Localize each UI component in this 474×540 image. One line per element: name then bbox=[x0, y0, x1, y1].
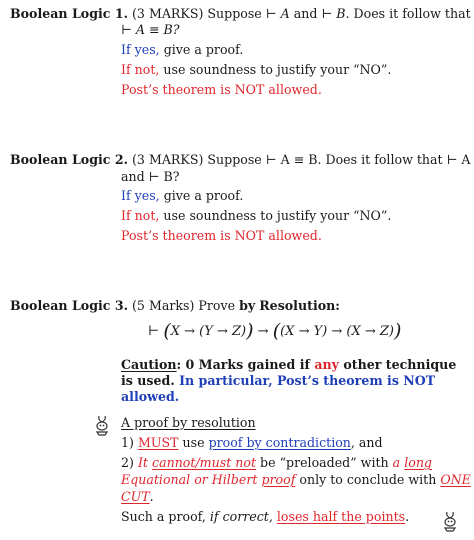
q2-not-line bbox=[121, 208, 391, 223]
q3-by: by bbox=[239, 298, 256, 313]
q3-formula bbox=[148, 320, 401, 342]
q3-caution-word: Caution bbox=[121, 357, 177, 372]
q3-caution-any: any bbox=[314, 357, 339, 372]
q3-caution-line2 bbox=[121, 373, 435, 388]
q3-caution-text-a: : 0 Marks gained bbox=[176, 357, 296, 372]
q3-marks: (5 Marks) bbox=[132, 298, 195, 313]
q2-line1-rest: Suppose ⊢ A ≡ B. Does it follow that ⊢ A bbox=[207, 152, 471, 167]
q3-caution-line1 bbox=[121, 357, 456, 372]
hint-rabbit-icon-end bbox=[442, 510, 458, 532]
q3-item2-period: . bbox=[149, 489, 154, 504]
q1-marks: (3 MARKS) bbox=[132, 6, 204, 21]
q2-line1 bbox=[10, 152, 471, 167]
q3-item1-num: 1) bbox=[121, 435, 134, 450]
q1-yes-line bbox=[121, 42, 243, 57]
q1-if-yes: If yes, bbox=[121, 42, 160, 57]
q2-yes-line bbox=[121, 188, 243, 203]
q3-item2-num: 2) bbox=[121, 455, 134, 470]
q1-and: and bbox=[293, 6, 318, 21]
q3-item2-line2 bbox=[121, 472, 471, 487]
hint-rabbit-icon bbox=[94, 414, 110, 436]
q3-line1 bbox=[10, 298, 340, 313]
q2-line2: and ⊢ B? bbox=[121, 169, 180, 184]
q1-line2: ⊢ A ≡ B? bbox=[121, 22, 180, 37]
q3-formula-right: (X → Y) → (X → Z) bbox=[280, 324, 394, 339]
q3-item2-long: long bbox=[404, 455, 432, 470]
formula-paren-close-1: ) bbox=[246, 320, 254, 342]
q3-item2-cannot: cannot/must not bbox=[152, 455, 257, 470]
q3-item2-a: a bbox=[392, 455, 401, 470]
q3-final-line bbox=[121, 509, 409, 524]
q2-if-not: If not, bbox=[121, 208, 160, 223]
q3-item2-line3 bbox=[121, 489, 154, 504]
q3-item2-it: It bbox=[137, 455, 148, 470]
q3-formula-left: X → (Y → Z) bbox=[170, 324, 247, 339]
q3-caution-particular: In particular, Post’s theorem is NOT bbox=[179, 373, 436, 388]
q1-line1 bbox=[10, 6, 471, 21]
q3-caution-text-b: other technique bbox=[343, 357, 457, 372]
q2-marks: (3 MARKS) bbox=[132, 152, 204, 167]
q3-item2-cut: CUT bbox=[121, 489, 150, 504]
q2-post-note: Post’s theorem is NOT allowed. bbox=[121, 228, 322, 243]
q3-item1 bbox=[121, 435, 383, 450]
q1-suppose: Suppose bbox=[207, 6, 262, 21]
q3-item1-use: use bbox=[182, 435, 205, 450]
q1-label: Boolean Logic 1. bbox=[10, 6, 128, 21]
q2-not-rest: use soundness to justify your “NO”. bbox=[163, 208, 392, 223]
q3-formula-arrow: → bbox=[257, 324, 269, 339]
q1-entail-a: ⊢ A bbox=[265, 6, 290, 21]
q3-item2-line1 bbox=[121, 455, 432, 470]
q1-question: Does it follow that bbox=[353, 6, 471, 21]
formula-paren-open-2: ( bbox=[272, 320, 281, 342]
q3-caution-used: is used. bbox=[121, 373, 175, 388]
q3-final-period: . bbox=[405, 509, 410, 524]
q3-resolution: Resolution: bbox=[259, 298, 340, 313]
q3-label: Boolean Logic 3. bbox=[10, 298, 128, 313]
q3-item1-must: MUST bbox=[137, 435, 179, 450]
q3-caution-line3: allowed. bbox=[121, 389, 180, 404]
q3-prove: Prove bbox=[198, 298, 236, 313]
q3-item2-proof: proof bbox=[261, 472, 296, 487]
q1-entail-b: ⊢ B. bbox=[321, 6, 350, 21]
q2-yes-rest: give a proof. bbox=[163, 188, 244, 203]
q2-if-yes: If yes, bbox=[121, 188, 160, 203]
formula-paren-close-2: ) bbox=[394, 320, 402, 342]
q3-final-a: Such a proof, bbox=[121, 509, 206, 524]
q3-item1-link: proof by contradiction bbox=[208, 435, 351, 450]
q2-label: Boolean Logic 2. bbox=[10, 152, 128, 167]
q3-final-loses: loses half the points bbox=[276, 509, 406, 524]
q3-item1-end: , and bbox=[350, 435, 383, 450]
q3-turnstile: ⊢ bbox=[148, 324, 160, 339]
q3-item2-one: ONE bbox=[440, 472, 471, 487]
q3-item2-be: be “preloaded” with bbox=[260, 455, 389, 470]
q1-if-not: If not, bbox=[121, 62, 160, 77]
q3-item2-equational: Equational or Hilbert bbox=[121, 472, 258, 487]
q3-item2-conclude: only to conclude with bbox=[299, 472, 437, 487]
q1-yes-rest: give a proof. bbox=[163, 42, 244, 57]
q1-not-rest: use soundness to justify your “NO”. bbox=[163, 62, 392, 77]
q3-caution-if: if bbox=[299, 357, 310, 372]
formula-paren-open-1: ( bbox=[163, 320, 171, 342]
q3-final-if: if correct, bbox=[209, 509, 273, 524]
q3-note-title: A proof by resolution bbox=[121, 415, 256, 430]
q1-post-note: Post’s theorem is NOT allowed. bbox=[121, 82, 322, 97]
q1-not-line bbox=[121, 62, 391, 77]
